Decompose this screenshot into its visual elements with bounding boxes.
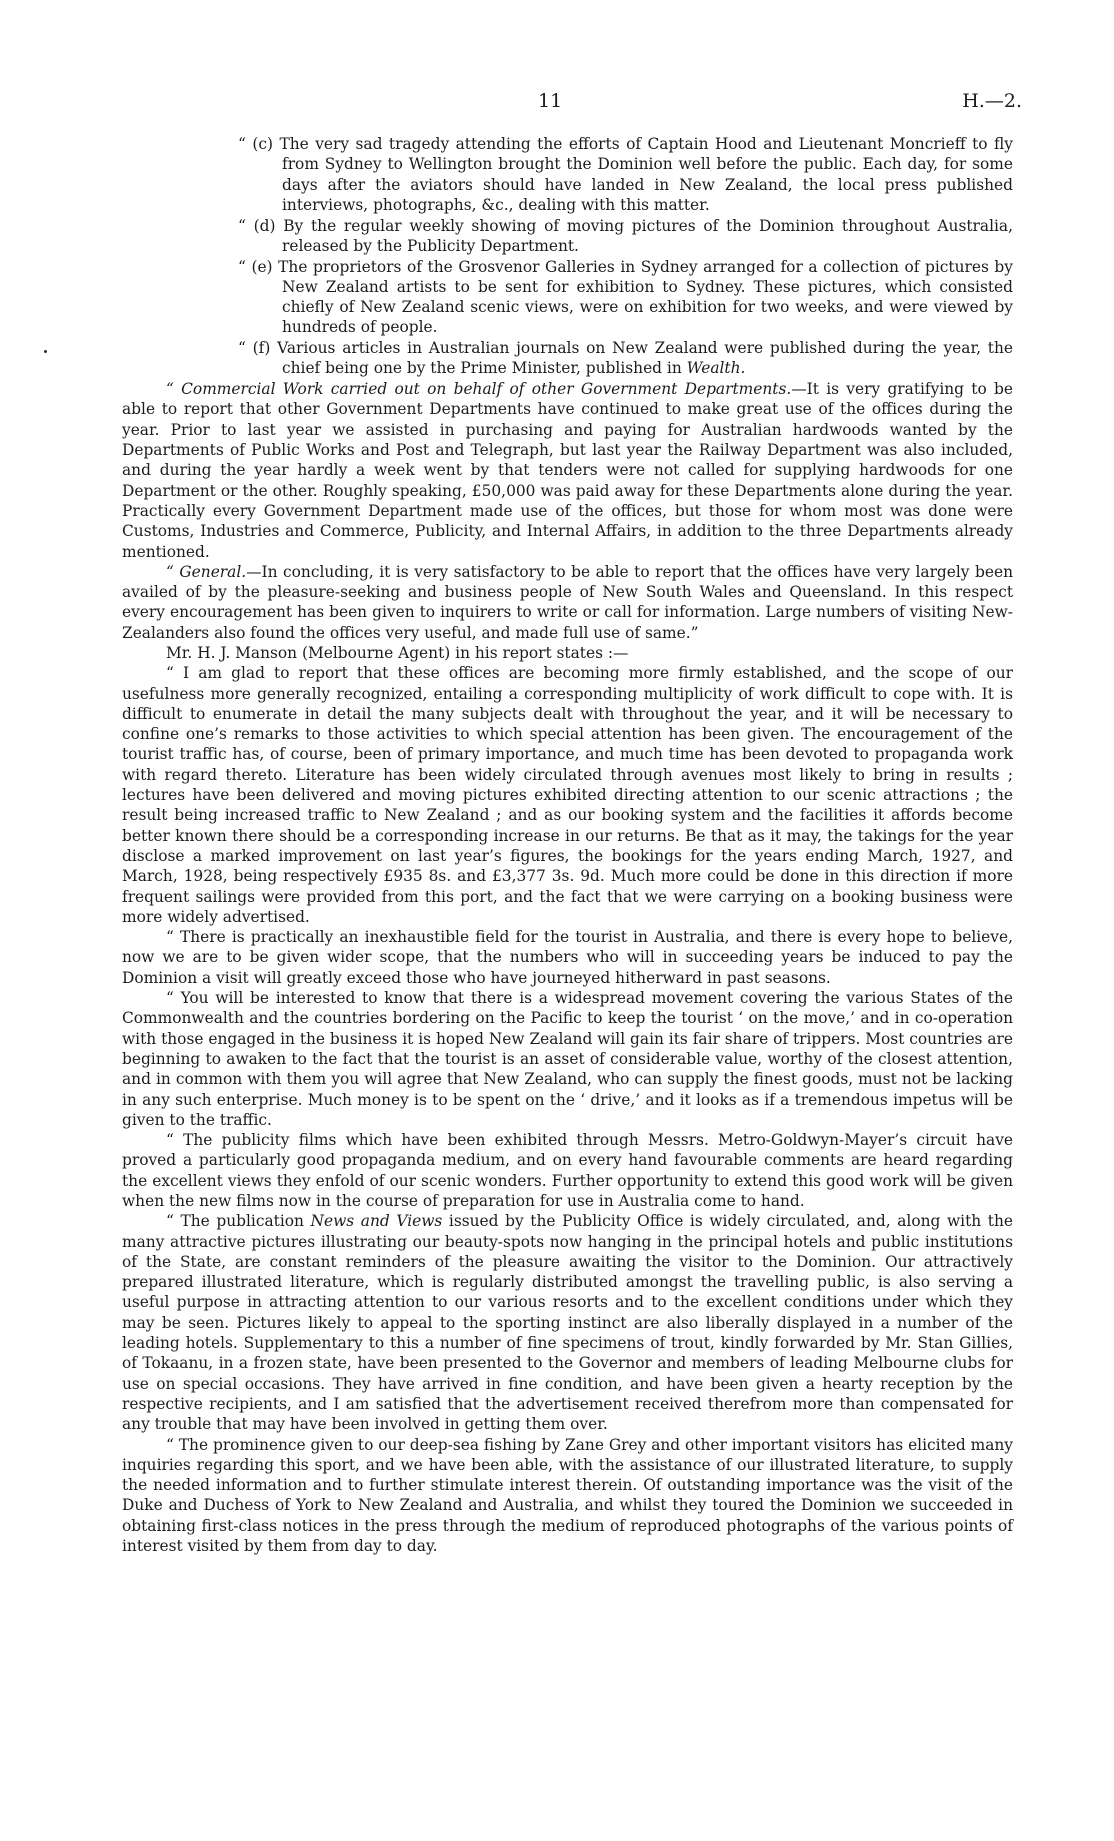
journal-title: Wealth. [686, 359, 746, 378]
list-item-e [122, 257, 1013, 338]
list-label: “ (c) [238, 135, 273, 153]
commercial-paragraph [122, 379, 1013, 562]
page-number: 11 [538, 90, 563, 112]
manson-intro: Mr. H. J. Manson (Melbourne Agent) in his report states :— [166, 643, 629, 662]
final-paragraph: “ The prominence given to our deep-sea fishing by Zane Grey and other important visitors has elicited many inquiries regarding this sport, and we have been able, with the assistance of our illustrated literature, to supply the needed information and to further stimulate interest therein. Of outstanding importance was the visit of the Duke and Duchess of York to New Zealand and Australia, and whilst they toured the Dominion we succeeded in obtaining first-class notices in the press through the medium of reproduced photographs of the various points of interest visited by them from day to day. [122, 1435, 1013, 1556]
general-text: —In concluding, it is very satisfactory to be able to report that the offices have very largely been availed of by the pleasure-seeking and business people of New South Wales and Queensland. In this respect every encouragement has been given to inquirers to write or call for information. Large numbers of visiting New-Zealanders also found the offices very useful, and made full use of same.” [122, 562, 1013, 642]
document-reference: H.—2. [962, 90, 1022, 112]
list-text: The very sad tragedy attending the efforts of Captain Hood and Lieutenant Moncrieff to fly from Sydney to Wellington brought the Dominion well before the public. Each day, for some days after the aviators should have landed in New Zealand, the local press published interviews, photographs, &c., dealing with this matter. [279, 135, 1013, 214]
manson-paragraph: “ There is practically an inexhaustible field for the tourist in Australia, and there is every hope to believe, now we are to be given wider scope, that the numbers who will in succeeding years be induced to pay the Dominion a visit will greatly exceed those who have journeyed hitherward in past seasons. [122, 928, 1013, 987]
manson-paragraph: “ The publicity films which have been exhibited through Messrs. Metro-Goldwyn-Mayer’s circuit have proved a particularly good propaganda medium, and on every hand favourable comments are heard regarding the excellent views they enfold of our scenic wonders. Further opportunity to extend this good work will be given when the new films now in the course of preparation for use in Australia come to hand. [122, 1131, 1013, 1210]
list-label: “ (f) [238, 339, 271, 358]
news-views-paragraph [122, 1211, 1013, 1434]
list-item-d [122, 216, 1013, 257]
list-text: By the regular weekly showing of moving pictures of the Dominion throughout Australia, released by the Publicity Department. [282, 216, 1013, 255]
general-heading: “ General. [166, 562, 247, 581]
list-item-c [122, 134, 1013, 215]
margin-mark [44, 350, 47, 353]
list-text: The proprietors of the Grosvenor Galleries in Sydney arranged for a collection of pictures by New Zealand artists to be sent for exhibition to Sydney. These pictures, which consisted chiefly of New Zealand scenic views, were on exhibition for two weeks, and were viewed by hundreds of people. [278, 257, 1013, 337]
page-body [122, 134, 1013, 1556]
manson-paragraph: “ I am glad to report that these offices are becoming more firmly established, and the scope of our usefulness more generally recognized, entailing a corresponding multiplicity of work difficult to cope with. It is difficult to enumerate in detail the many subjects dealt with throughout the year, and it will be necessary to confine one’s remarks to those activities to which special attention has been given. The encouragement of the tourist traffic has, of course, been of primary importance, and much time has been devoted to propaganda work with regard thereto. Literature has been widely circulated through avenues most likely to bring in results ; lectures have been delivered and moving pictures exhibited directing attention to our scenic attractions ; the result being increased traffic to New Zealand ; and as our booking system and the facilities it affords become better known there should be a corresponding increase in our returns. Be that as it may, the takings for the year disclose a marked improvement on last year’s figures, the bookings for the years ending March, 1927, and March, 1928, being respectively £935 8s. and £3,377 3s. 9d. Much more could be done in this direction if more frequent sailings were provided from this port, and the fact that we were carrying on a booking business were more widely advertised. [122, 664, 1013, 926]
news-views-after: issued by the Publicity Office is widely circulated, and, along with the many attractive pictures illustrating our beauty-spots now hanging in the principal hotels and public institutions of the State, are constant reminders of the pleasure awaiting the visitor to the Dominion. Our attractively prepared illustrated literature, which is regularly distributed amongst the travelling public, is also serving a useful purpose in attracting attention to our various resorts and to the excellent conditions under which they may be seen. Pictures likely to appeal to the sporting instinct are also liberally displayed in a number of the leading hotels. Supplementary to this a number of fine specimens of trout, kindly forwarded by Mr. Stan Gillies, of Tokaanu, in a frozen state, have been presented to the Governor and members of leading Melbourne clubs for use on special occasions. They have arrived in fine condition, and have been given a hearty reception by the respective recipients, and I am satisfied that the advertisement received therefrom more than compensated for any trouble that may have been involved in getting them over. [122, 1212, 1014, 1434]
commercial-heading: “ Commercial Work carried out on behalf of other Government Departments. [166, 380, 792, 399]
list-text: Various articles in Australian journals on New Zealand were published during the year, the chief being one by the Prime Minister, published in [277, 339, 1013, 378]
list-label: “ (e) [238, 257, 273, 276]
list-item-f [122, 338, 1013, 379]
list-label: “ (d) [238, 216, 276, 235]
manson-paragraph: “ You will be interested to know that there is a widespread movement covering the various States of the Commonwealth and the countries bordering on the Pacific to keep the tourist ‘ on the move,’ and in co-operation with those engaged in the business it is hoped New Zealand will gain its fair share of trippers. Most countries are beginning to awaken to the fact that the tourist is an asset of considerable value, worthy of the closest attention, and in common with them you will agree that New Zealand, who can supply the finest goods, must not be lacking in any such enterprise. Much money is to be spent on the ‘ drive,’ and it looks as if a tremendous impetus will be given to the traffic. [122, 989, 1013, 1129]
commercial-text: —It is very gratifying to be able to report that other Government Departments have continued to make great use of the offices during the year. Prior to last year we assisted in purchasing and paying for Australian hardwoods wanted by the Departments of Public Works and Post and Telegraph, but last year the Railway Department was also included, and during the year hardly a week went by that tenders were not called for supplying hardwoods for one Department or the other. Roughly speaking, £50,000 was paid away for these Departments alone during the year. Practically every Government Department made use of the offices, but those for whom most was done were Customs, Industries and Commerce, Publicity, and Internal Affairs, in addition to the three Departments already mentioned. [122, 380, 1014, 561]
general-paragraph [122, 562, 1013, 643]
publication-title: News and Views [310, 1212, 443, 1231]
news-views-before: “ The publication [166, 1212, 311, 1231]
